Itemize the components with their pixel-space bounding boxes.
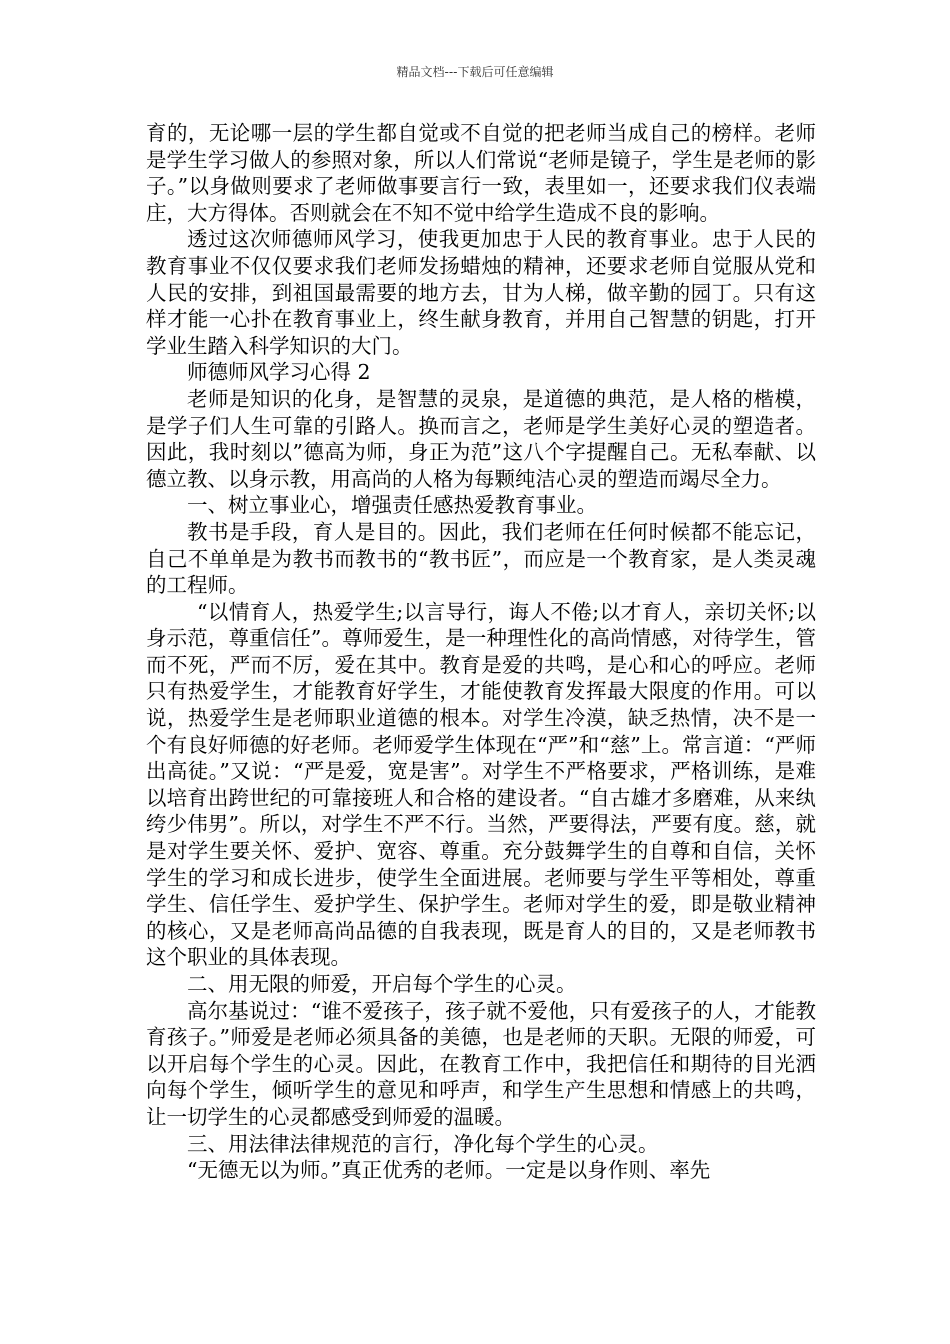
section-heading-2: 师德师风学习心得 2 (187, 360, 371, 385)
subheading-1: 一、树立事业心，增强责任感热爱教育事业。 (187, 493, 597, 518)
document-body (146, 120, 816, 1184)
paragraph-5: “以情育人，热爱学生;以言导行，诲人不倦;以才育人，亲切关怀;以身示范，尊重信任”。尊师爱生，是一种理性化的高尚情感，对待学生，管而不死，严而不厉，爱在其中。教育是爱的共鸣，是心和心的呼应。老师只有热爱学生，才能教育好学生，才能使教育发挥最大限度的作用。可以说，热爱学生是老师职业道德的根本。对学生冷漠，缺乏热情，决不是一个有良好师德的好老师。老师爱学生体现在“严”和“慈”上。常言道：“严师出高徒。”又说：“严是爱，宽是害”。对学生不严格要求，严格训练，是难以培育出跨世纪的可靠接班人和合格的建设者。“自古雄才多磨难，从来纨绔少伟男”。所以，对学生不严不行。当然，严要得法，严要有度。慈，就是对学生要关怀、爱护、宽容、尊重。充分鼓舞学生的自尊和自信，关怀学生的学习和成长进步，使学生全面进展。老师要与学生平等相处，尊重学生、信任学生、爱护学生、保护学生。老师对学生的爱，即是敬业精神的核心，又是老师高尚品德的自我表现，既是育人的目的，又是老师教书这个职业的具体表现。 (146, 599, 816, 970)
paragraph-1: 育的，无论哪一层的学生都自觉或不自觉的把老师当成自己的榜样。老师是学生学习做人的参照对象，所以人们常说“老师是镜子，学生是老师的影子。”以身做则要求了老师做事要言行一致，表里如一，还要求我们仪表端庄，大方得体。否则就会在不知不觉中给学生造成不良的影响。 (146, 121, 816, 225)
paragraph-3: 老师是知识的化身，是智慧的灵泉，是道德的典范，是人格的楷模，是学子们人生可靠的引路人。换而言之，老师是学生美好心灵的塑造者。因此，我时刻以”德高为师，身正为范”这八个字提醒自己。无私奉献、以德立教、以身示教，用高尚的人格为每颗纯洁心灵的塑造而竭尽全力。 (146, 386, 816, 491)
paragraph-2: 透过这次师德师风学习，使我更加忠于人民的教育事业。忠于人民的教育事业不仅仅要求我们老师发扬蜡烛的精神，还要求老师自觉服从党和人民的安排，到祖国最需要的地方去，甘为人梯，做辛勤的园丁。只有这样才能一心扑在教育事业上，终生献身教育，并用自己智慧的钥匙，打开学业生踏入科学知识的大门。 (146, 227, 816, 358)
paragraph-4: 教书是手段，育人是目的。因此，我们老师在任何时候都不能忘记，自己不单单是为教书而教书的“教书匠”，而应是一个教育家，是人类灵魂的工程师。 (146, 519, 816, 598)
subheading-2: 二、用无限的师爱，开启每个学生的心灵。 (187, 972, 577, 996)
paragraph-6: 高尔基说过：“谁不爱孩子，孩子就不爱他，只有爱孩子的人，才能教育孩子。”师爱是老师必须具备的美德，也是老师的天职。无限的师爱，可以开启每个学生的心灵。因此，在教育工作中，我把信任和期待的目光洒向每个学生，倾听学生的意见和呼声，和学生产生思想和情感上的共鸣，让一切学生的心灵都感受到师爱的温暖。 (146, 998, 816, 1129)
paragraph-7: “无德无以为师。”真正优秀的老师。一定是以身作则、率先 (187, 1158, 711, 1183)
page-header: 精品文档---下载后可任意编辑 (396, 65, 554, 79)
subheading-3: 三、用法律法律规范的言行，净化每个学生的心灵。 (187, 1131, 659, 1156)
